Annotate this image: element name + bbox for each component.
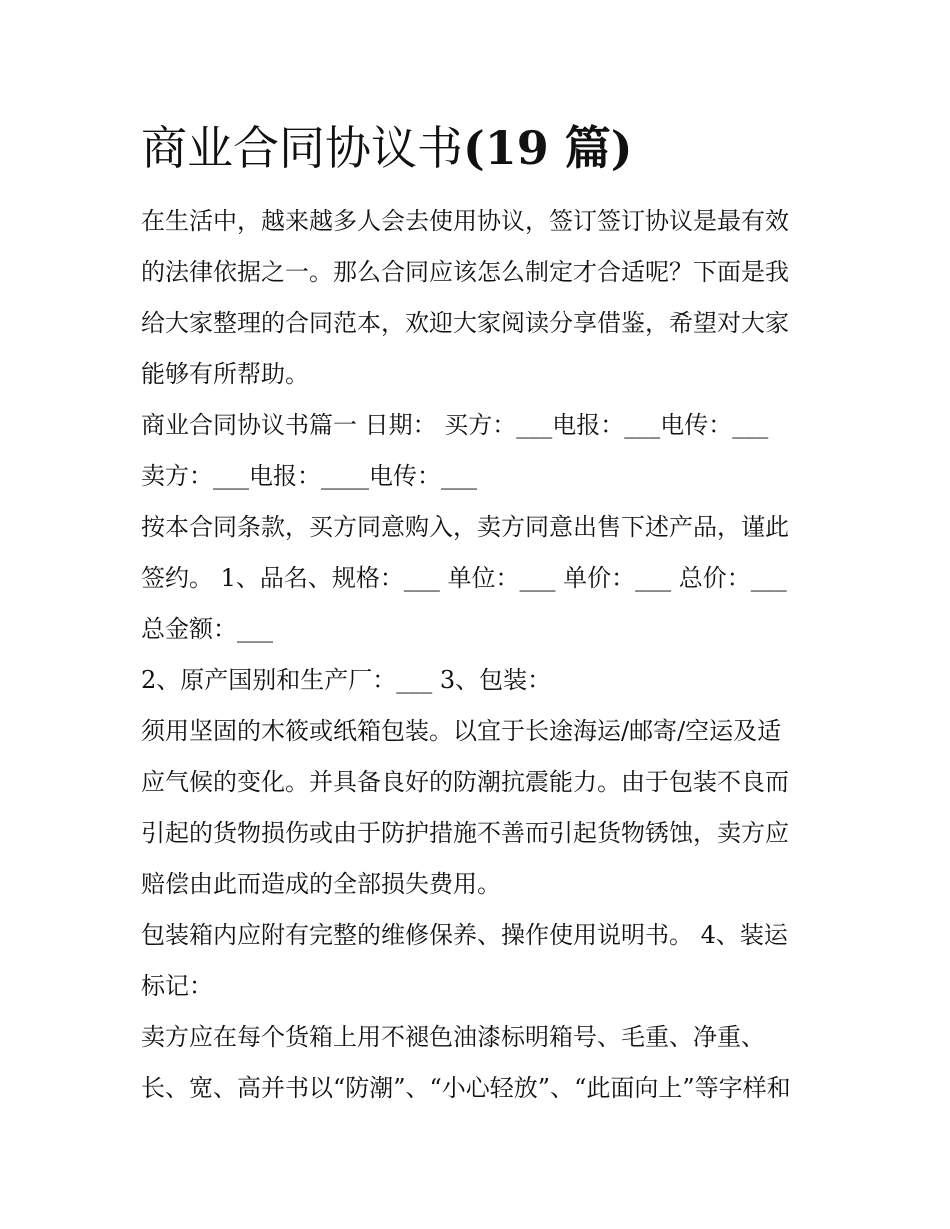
paragraph-line: 标记： [141, 972, 213, 1000]
paragraph-line: 应气候的变化。并具备良好的防潮抗震能力。由于包装不良而 [141, 768, 789, 796]
paragraph-line: 包装箱内应附有完整的维修保养、操作使用说明书。 4、装运 [141, 921, 788, 949]
paragraph-line: 商业合同协议书篇一 日期： 买方：___电报：___电传：___ [141, 411, 769, 439]
paragraph-line: 卖方应在每个货箱上用不褪色油漆标明箱号、毛重、净重、 [141, 1023, 765, 1051]
title-count: (19 篇) [463, 121, 633, 175]
paragraph-line: 给大家整理的合同范本，欢迎大家阅读分享借鉴，希望对大家 [141, 309, 789, 337]
paragraph-line: 签约。 1、品名、规格：___ 单位：___ 单价：___ 总价：___ [141, 564, 787, 592]
paragraph-line: 2、原产国别和生产厂：___ 3、包装： [141, 666, 552, 694]
paragraph-line: 卖方：___电报：____电传：___ [141, 462, 477, 490]
paragraph-line: 引起的货物损伤或由于防护措施不善而引起货物锈蚀，卖方应 [141, 819, 789, 847]
document-title [141, 118, 633, 178]
paragraph-line: 的法律依据之一。那么合同应该怎么制定才合适呢？下面是我 [141, 258, 789, 286]
paragraph-line: 总金额：___ [141, 615, 273, 643]
paragraph-line: 在生活中，越来越多人会去使用协议，签订签订协议是最有效 [141, 207, 789, 235]
paragraph-line: 长、宽、高并书以“防潮”、“小心轻放”、“此面向上”等字样和 [141, 1074, 791, 1102]
paragraph-line: 须用坚固的木筱或纸箱包装。以宜于长途海运/邮寄/空运及适 [141, 717, 782, 745]
title-main: 商业合同协议书 [141, 121, 463, 175]
paragraph-line: 按本合同条款，买方同意购入，卖方同意出售下述产品，谨此 [141, 513, 789, 541]
paragraph-line: 能够有所帮助。 [141, 360, 309, 388]
document-body [141, 196, 821, 1114]
paragraph-line: 赔偿由此而造成的全部损失费用。 [141, 870, 501, 898]
